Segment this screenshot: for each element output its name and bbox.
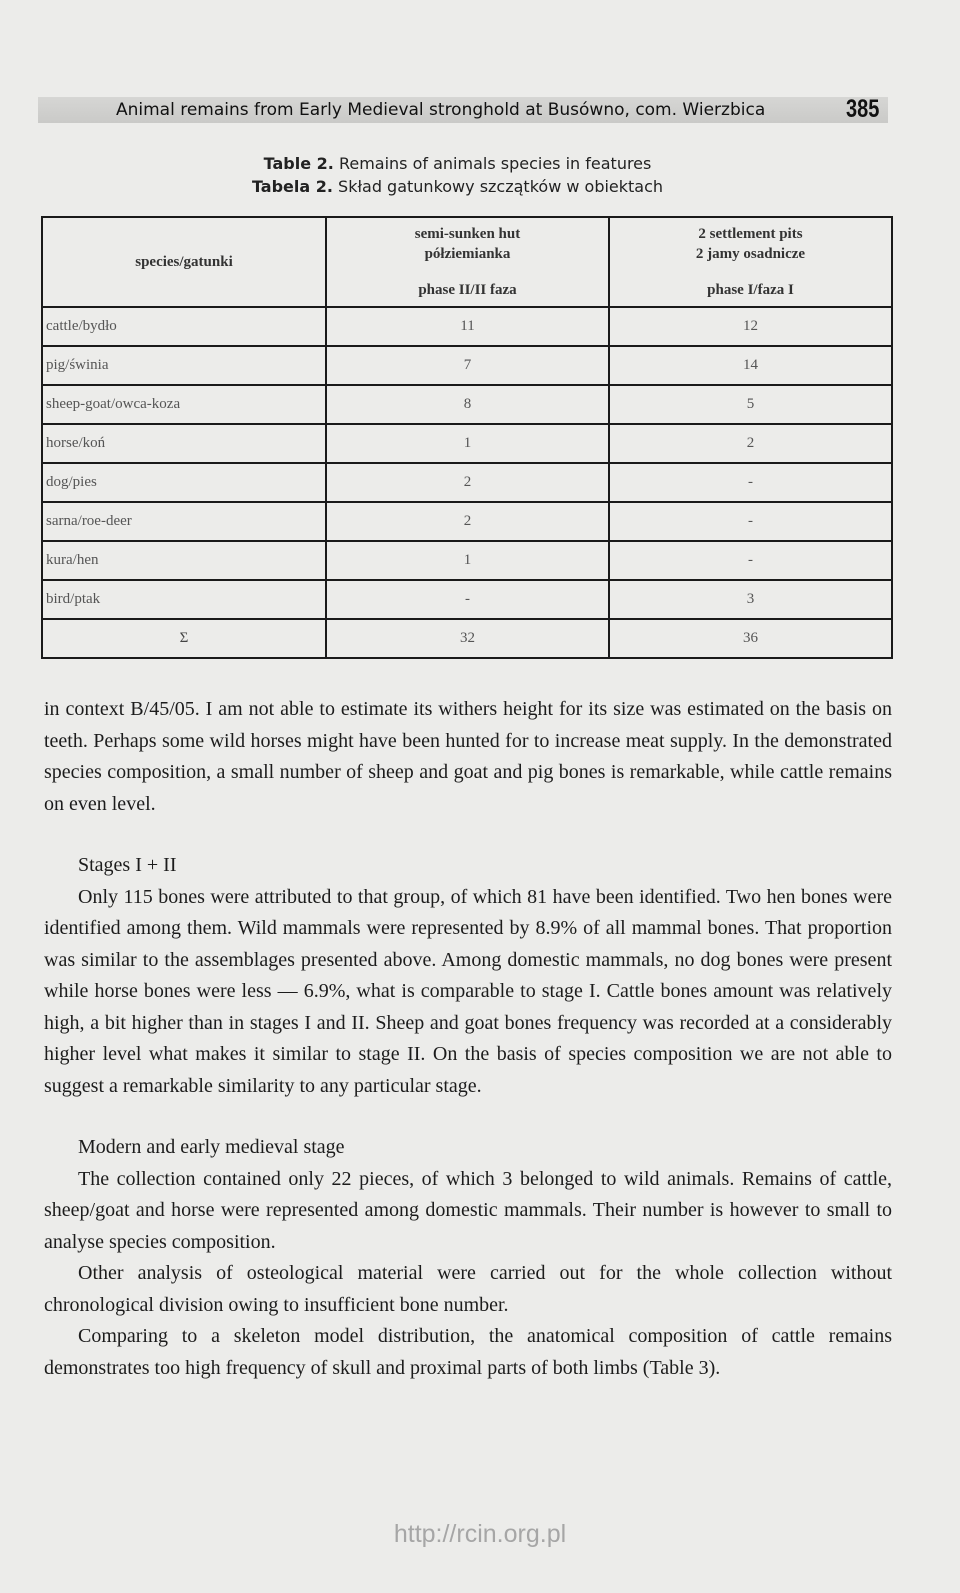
pits-total: 36	[609, 619, 892, 658]
header-settlement-pits	[609, 217, 892, 307]
table-row	[42, 502, 892, 541]
pits-count: -	[609, 463, 892, 502]
pits-count: 3	[609, 580, 892, 619]
species-name: sarna/roe-deer	[42, 502, 326, 541]
table-row	[42, 385, 892, 424]
table-row	[42, 307, 892, 346]
footer-url: http://rcin.org.pl	[393, 1520, 567, 1548]
hut-count: 1	[326, 541, 609, 580]
species-name: kura/hen	[42, 541, 326, 580]
header-species-label: species/gatunki	[135, 254, 233, 270]
section-heading-stages: Stages I + II	[78, 854, 177, 876]
header-semi-sunken-hut	[326, 217, 609, 307]
header-species	[42, 217, 326, 307]
caption-label: Tabela 2.	[251, 177, 333, 196]
table-caption-polish	[0, 177, 915, 196]
hut-count: 7	[326, 346, 609, 385]
species-table	[41, 216, 893, 659]
pits-count: 12	[609, 307, 892, 346]
species-name: cattle/bydło	[42, 307, 326, 346]
hut-count: 11	[326, 307, 609, 346]
paragraph-continuation: in context B/45/05. I am not able to estimate its withers height for its size was estimated on the basis on teeth. Perhaps some wild horses might have been hunted for to increase meat supply. In the demonstrated species composition, a small number of sheep and goat and pig bones is remarkable, while cattle remains on even level.	[44, 698, 892, 815]
paragraph-stages: Only 115 bones were attributed to that group, of which 81 have been identified. Two hen bones were identified among them. Wild mammals were represented by 8.9% of all mammal bones. That proportion was similar to the assemblages presented above. Among domestic mammals, no dog bones were present while horse bones were less — 6.9%, what is comparable to stage I. Cattle bones amount was relatively high, a bit higher than in stages I and II. Sheep and goat bones frequency was recorded at a considerably higher level what makes it similar to stage II. On the basis of species composition we are not able to suggest a remarkable similarity to any particular stage.	[44, 885, 892, 1097]
paragraph-osteological: Other analysis of osteological material were carried out for the whole collection without chronological division owing to insufficient bone number.	[44, 1262, 892, 1316]
paragraph-skeleton-model: Comparing to a skeleton model distribution, the anatomical composition of cattle remains demonstrates too high frequency of skull and proximal parts of both limbs (Table 3).	[44, 1325, 892, 1379]
caption-text: Remains of animals species in features	[333, 154, 652, 173]
hut-count: 8	[326, 385, 609, 424]
table-row	[42, 346, 892, 385]
species-name: horse/koń	[42, 424, 326, 463]
hut-count: -	[326, 580, 609, 619]
pits-count: 2	[609, 424, 892, 463]
caption-label: Table 2.	[263, 154, 334, 173]
table-total-row	[42, 619, 892, 658]
hut-count: 2	[326, 502, 609, 541]
header-hut-line1: semi-sunken hut	[414, 226, 521, 242]
table-row	[42, 463, 892, 502]
total-symbol: Σ	[42, 619, 326, 658]
hut-count: 1	[326, 424, 609, 463]
pits-count: 14	[609, 346, 892, 385]
species-name: dog/pies	[42, 463, 326, 502]
hut-total: 32	[326, 619, 609, 658]
header-pits-line1: 2 settlement pits	[698, 226, 803, 242]
species-name: sheep-goat/owca-koza	[42, 385, 326, 424]
section-heading-modern: Modern and early medieval stage	[78, 1136, 345, 1158]
species-name: pig/świnia	[42, 346, 326, 385]
header-pits-line2: 2 jamy osadnicze	[695, 246, 806, 262]
running-title: Animal remains from Early Medieval stronghold at Busówno, com. Wierzbica	[116, 100, 766, 120]
body-text	[44, 694, 892, 1384]
page-number: 385	[846, 95, 880, 123]
table-row	[42, 580, 892, 619]
pits-count: -	[609, 541, 892, 580]
table-caption-english	[0, 154, 915, 173]
table-row	[42, 541, 892, 580]
header-hut-phase: phase II/II faza	[418, 282, 517, 298]
header-pits-phase: phase I/faza I	[707, 282, 794, 298]
hut-count: 2	[326, 463, 609, 502]
caption-text: Skład gatunkowy szczątków w obiektach	[332, 177, 664, 196]
table-header-row	[42, 217, 892, 307]
header-hut-line2: półziemianka	[424, 246, 511, 262]
table-row	[42, 424, 892, 463]
pits-count: -	[609, 502, 892, 541]
species-name: bird/ptak	[42, 580, 326, 619]
pits-count: 5	[609, 385, 892, 424]
paragraph-modern: The collection contained only 22 pieces, of which 3 belonged to wild animals. Remains of cattle, sheep/goat and horse were represented among domestic mammals. Their number is however to small to analyse species composition.	[44, 1167, 892, 1253]
